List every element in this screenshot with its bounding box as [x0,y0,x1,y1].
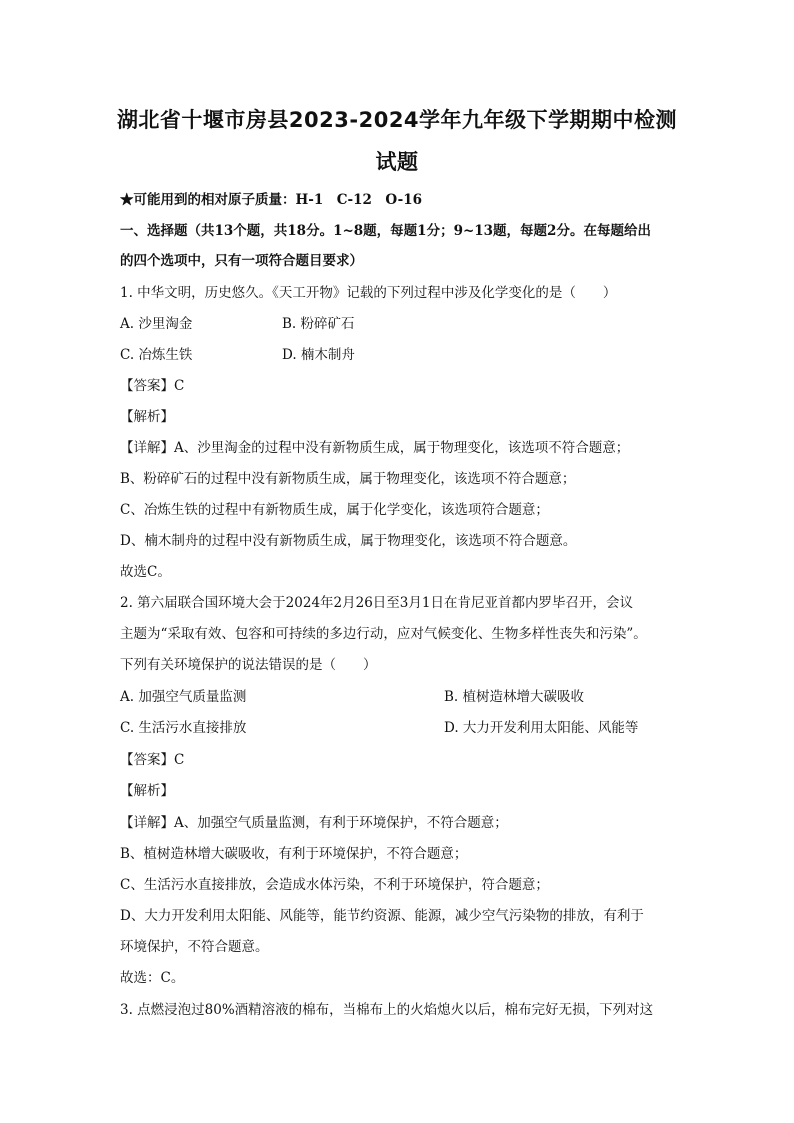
q1-option-d: D. 楠木制舟 [282,347,355,363]
q1-conclusion: 故选C。 [120,564,171,580]
q2-detail-line: 环境保护，不符合题意。 [120,939,269,955]
q2-option-c: C. 生活污水直接排放 [120,720,247,736]
q1-option-a: A. 沙里淘金 [120,316,193,332]
q2-detail-line: C、生活污水直接排放，会造成水体污染，不利于环境保护，符合题意； [120,877,549,893]
q2-option-a: A. 加强空气质量监测 [120,689,247,705]
document-title-line-2: 试题 [375,150,419,174]
q1-answer: 【答案】C [120,378,185,394]
q2-option-b: B. 植树造林增大碳吸收 [444,689,585,705]
document-title-line-1: 湖北省十堰市房县2023-2024学年九年级下学期期中检测 [116,108,678,132]
q1-detail-line: 【详解】A、沙里淘金的过程中没有新物质生成，属于物理变化，该选项不符合题意； [120,440,630,456]
q2-detail-line: B、植树造林增大碳吸收，有利于环境保护，不符合题意； [120,846,468,862]
q2-detail-line: D、大力开发利用太阳能、风能等，能节约资源、能源，减少空气污染物的排放，有利于 [120,908,644,924]
q2-stem-line-3: 下列有关环境保护的说法错误的是（ ） [120,657,377,673]
q2-analysis-label: 【解析】 [120,783,174,799]
q1-detail-line: D、楠木制舟的过程中没有新物质生成，属于物理变化，该选项不符合题意。 [120,533,577,549]
q3-stem-line-1: 3. 点燃浸泡过80%酒精溶液的棉布，当棉布上的火焰熄火以后，棉布完好无损，下列对这 [120,1002,654,1018]
q1-option-c: C. 冶炼生铁 [120,347,193,363]
q2-stem-line-1: 2. 第六届联合国环境大会于2024年2月26日至3月1日在肯尼亚首都内罗毕召开，会议 [120,595,633,611]
atomic-mass-note: ★可能用到的相对原子质量：H-1 C-12 O-16 [120,192,423,208]
q2-stem-line-2: 主题为“采取有效、包容和可持续的多边行动，应对气候变化、生物多样性丧失和污染”。 [120,626,647,642]
q1-analysis-label: 【解析】 [120,409,174,425]
q2-option-d: D. 大力开发利用太阳能、风能等 [444,720,639,736]
q1-stem: 1. 中华文明，历史悠久。《天工开物》记载的下列过程中涉及化学变化的是（ ） [120,285,617,301]
q1-detail-line: B、粉碎矿石的过程中没有新物质生成，属于物理变化，该选项不符合题意； [120,471,576,487]
q1-option-b: B. 粉碎矿石 [282,316,355,332]
section-heading-line-2: 的四个选项中，只有一项符合题目要求） [120,253,363,269]
q2-detail-line: 【详解】A、加强空气质量监测，有利于环境保护，不符合题意； [120,815,508,831]
q2-answer: 【答案】C [120,752,185,768]
q1-detail-line: C、冶炼生铁的过程中有新物质生成，属于化学变化，该选项符合题意； [120,502,549,518]
section-heading-line-1: 一、选择题（共13个题，共18分。1~8题，每题1分；9~13题，每题2分。在每题给出 [120,223,651,239]
q2-conclusion: 故选：C。 [120,970,185,986]
